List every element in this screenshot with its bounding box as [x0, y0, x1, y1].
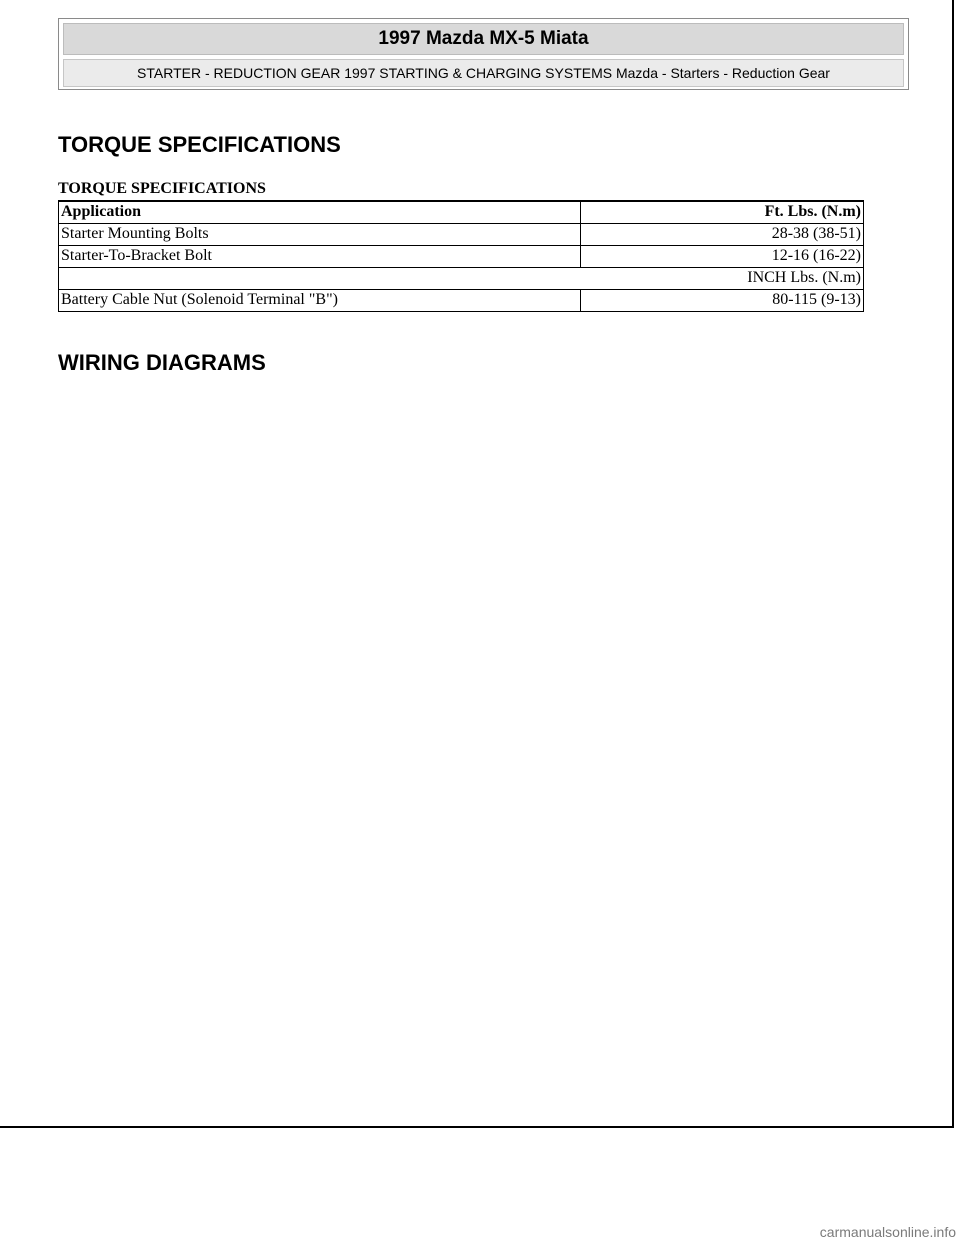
site-watermark: carmanualsonline.info: [819, 1224, 956, 1240]
table-caption: TORQUE SPECIFICATIONS: [58, 180, 266, 197]
document-subtitle: STARTER - REDUCTION GEAR 1997 STARTING & CHARGING SYSTEMS Mazda - Starters - Reduction Gear: [63, 59, 904, 87]
row-value: 12-16 (16-22): [581, 245, 864, 267]
row-application: Starter-To-Bracket Bolt: [59, 245, 581, 267]
torque-specifications-heading: TORQUE SPECIFICATIONS: [58, 132, 341, 157]
wiring-diagrams-heading: WIRING DIAGRAMS: [58, 350, 266, 375]
table-row: [59, 245, 864, 267]
row-value: 28-38 (38-51): [581, 223, 864, 245]
row-application: Starter Mounting Bolts: [59, 223, 581, 245]
table-row: [59, 223, 864, 245]
column-header-ft-lbs: Ft. Lbs. (N.m): [581, 201, 864, 223]
column-header-application: Application: [59, 201, 581, 223]
table-unit-row: [59, 267, 864, 289]
table-header-row: [59, 201, 864, 223]
row-value: 80-115 (9-13): [581, 289, 864, 311]
table-row: [59, 289, 864, 311]
torque-spec-table: [58, 200, 864, 312]
document-title: 1997 Mazda MX-5 Miata: [63, 23, 904, 55]
unit-label-inch-lbs: INCH Lbs. (N.m): [59, 267, 864, 289]
document-header: [58, 18, 909, 90]
row-application: Battery Cable Nut (Solenoid Terminal "B"): [59, 289, 581, 311]
